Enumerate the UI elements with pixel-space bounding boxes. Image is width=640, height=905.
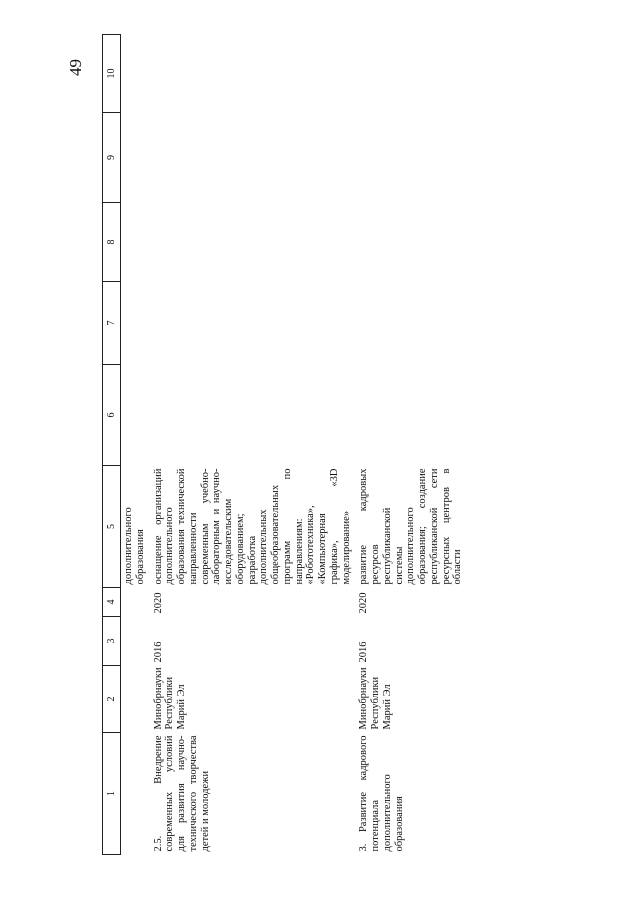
column-number-10: 10 <box>103 35 121 113</box>
measure-name-cell: 2.5. Внедрение современных условий для развития научно-технического творчества детей и молодежи <box>152 735 211 852</box>
table-row <box>356 35 468 855</box>
program-table <box>102 34 468 855</box>
executor-cell: Минобрнауки Республики Марий Эл <box>358 667 393 730</box>
continuation-cell: дополнительного образования <box>123 507 146 585</box>
column-number-5: 5 <box>103 466 121 588</box>
start-year-cell: 2016 <box>358 641 370 663</box>
start-year-cell: 2016 <box>152 641 164 663</box>
column-number-3: 3 <box>103 617 121 666</box>
result-cell: развитие кадровых ресурсов республиканской системы дополнительного образования; создание республиканской сети ресурсных центров в области <box>358 468 464 585</box>
end-year-cell: 2020 <box>358 592 370 614</box>
measure-name-cell: 3. Развитие кадрового потенциала дополнительного образования <box>358 735 405 852</box>
column-number-1: 1 <box>103 733 121 855</box>
column-number-8: 8 <box>103 203 121 282</box>
column-number-2: 2 <box>103 666 121 733</box>
page-number: 49 <box>66 59 85 76</box>
result-cell: оснащение организаций дополнительного образования технической направленности современным учебно-лабораторным и научно-исследовательским оборудованием; разработка дополнительных общеобразовательных программ по направлениям: «Робототехника», «Компьютерная графика», «3D моделирование» <box>152 468 352 585</box>
column-number-6: 6 <box>103 365 121 466</box>
column-number-4: 4 <box>103 588 121 617</box>
table-row <box>151 35 357 855</box>
column-number-row <box>103 35 121 855</box>
executor-cell: Минобрнауки Республики Марий Эл <box>152 667 187 730</box>
end-year-cell: 2020 <box>152 592 164 614</box>
column-number-7: 7 <box>103 282 121 365</box>
rotated-table-sheet <box>102 35 464 855</box>
continuation-row <box>121 35 151 855</box>
column-number-9: 9 <box>103 113 121 203</box>
